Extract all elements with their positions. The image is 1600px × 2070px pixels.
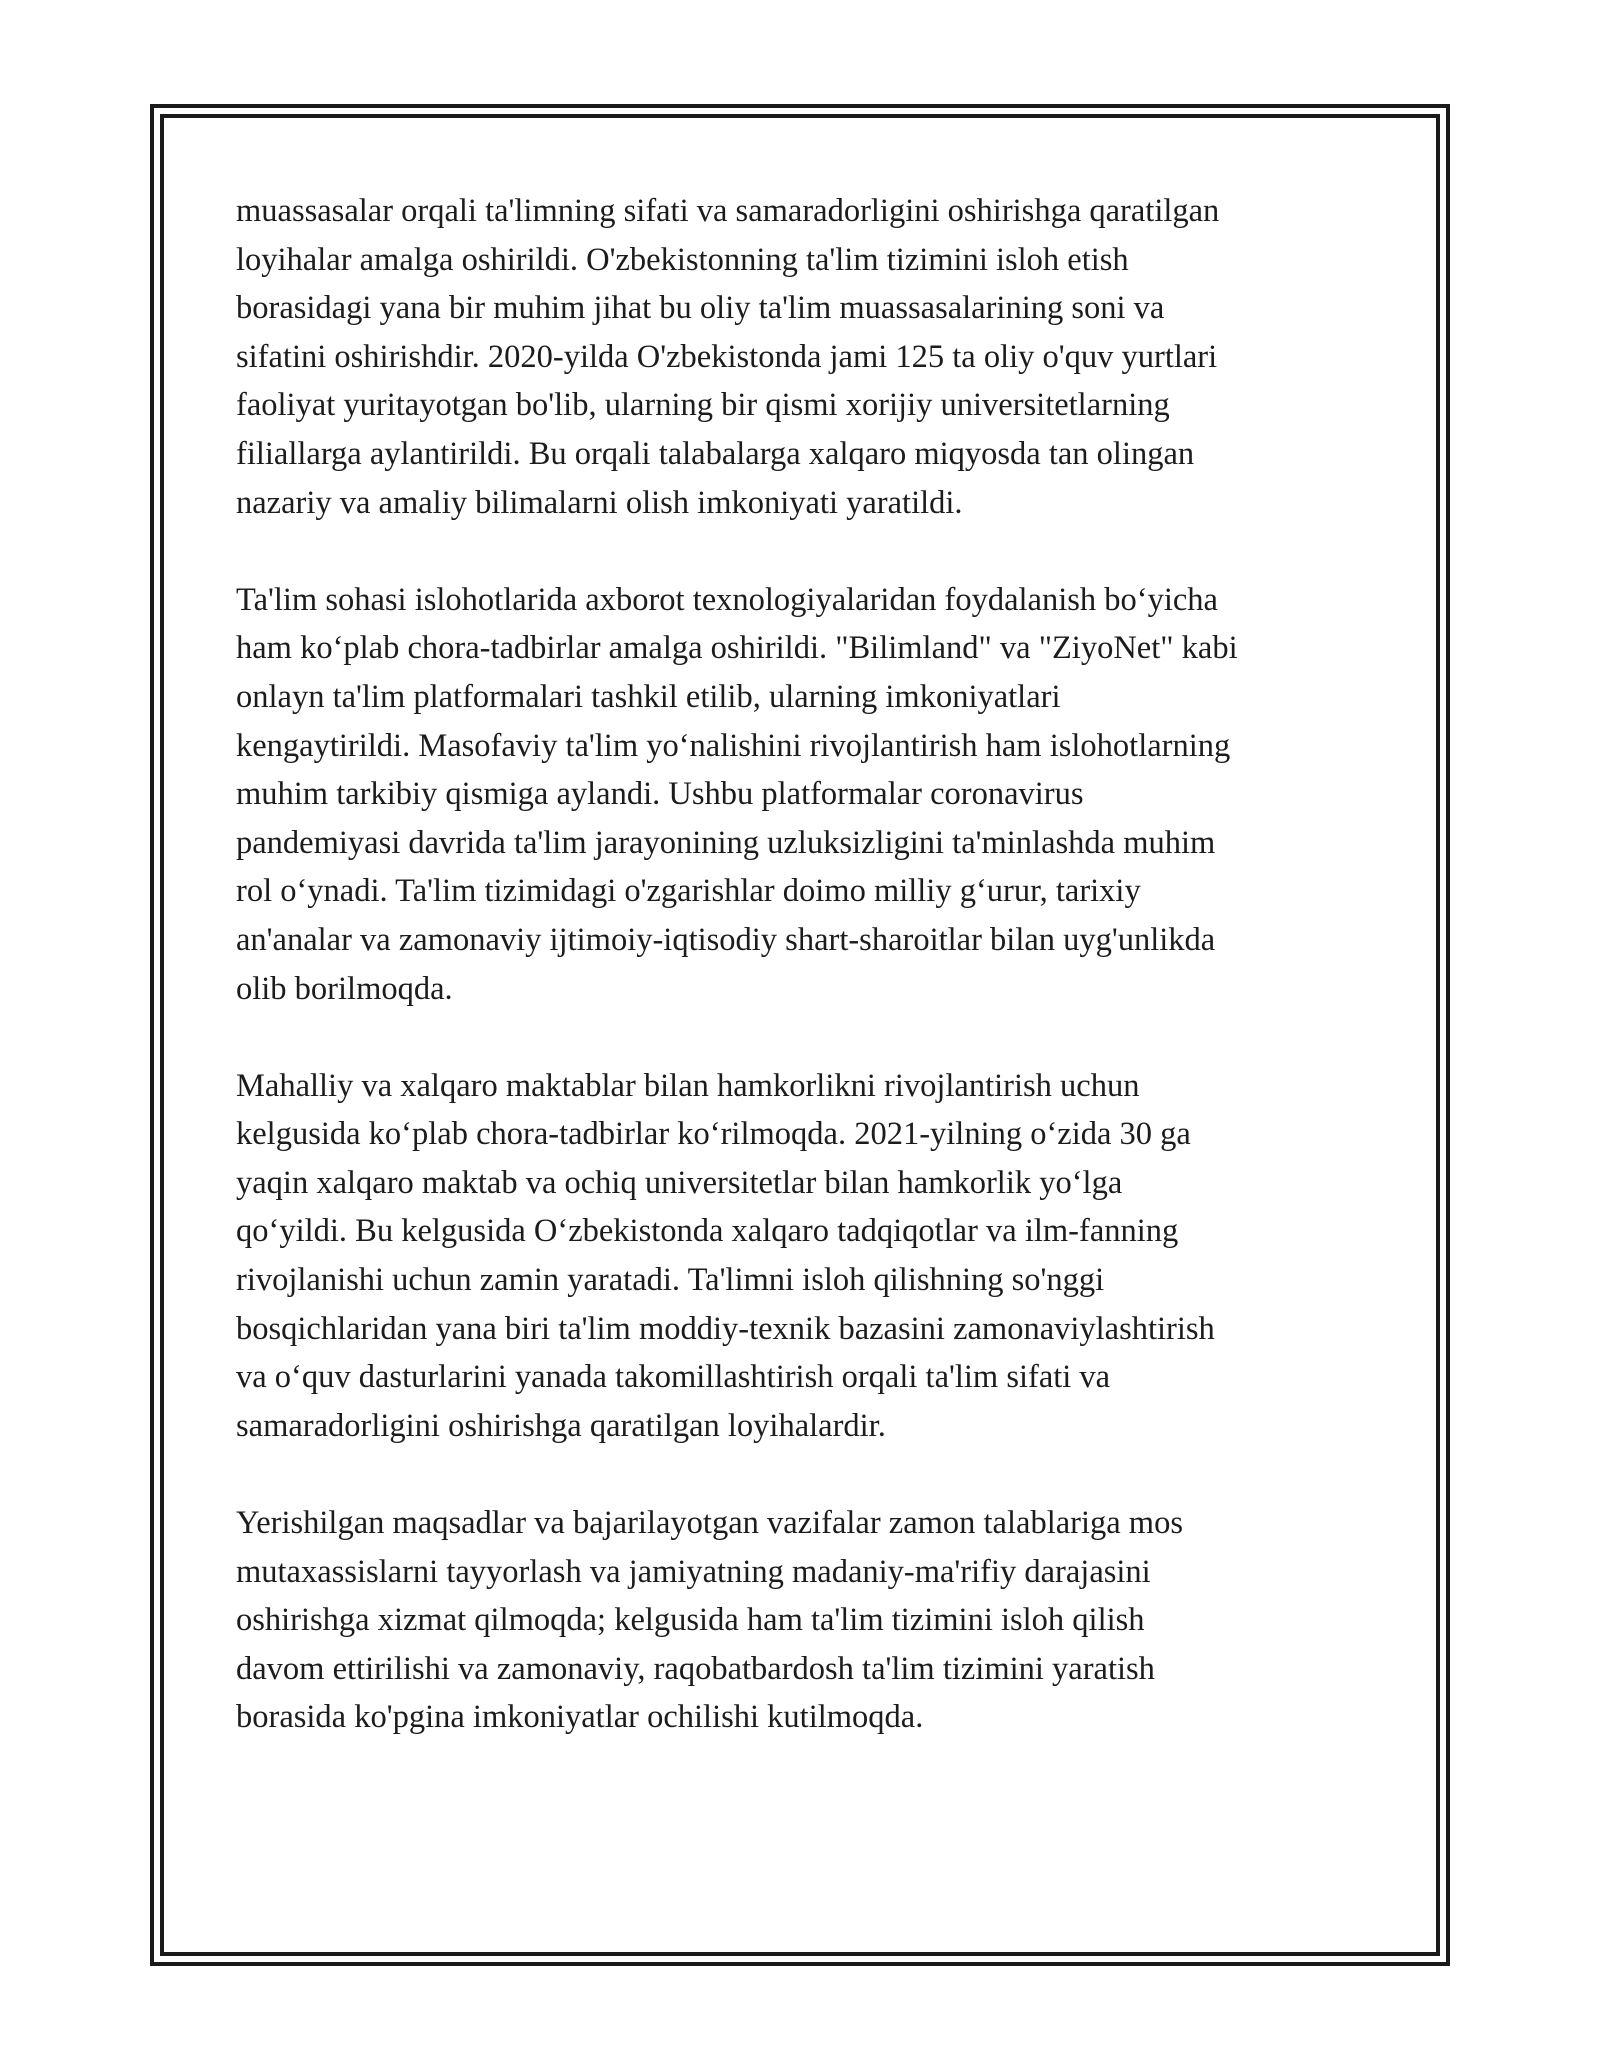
paragraph-4: Yerishilgan maqsadlar va bajarilayotgan vazifalar zamon talablariga mos mutaxassislarni tayyorlash va jamiyatning madaniy-ma'rifiy darajasini oshirishga xizmat qilmoqda; kelgusida ham ta'lim tizimini isloh qilish davom ettirilishi va zamonaviy, raqobatbardosh ta'lim tizimini yaratish borasida ko'pgina imkoniyatlar ochilishi kutilmoqda. (236, 1505, 1183, 1736)
paragraph-3: Mahalliy va xalqaro maktablar bilan hamkorlikni rivojlantirish uchun kelgusida ko‘plab chora-tadbirlar ko‘rilmoqda. 2021-yilning o‘zida 30 ga yaqin xalqaro maktab va ochiq universitetlar bilan hamkorlik yo‘lga qo‘yildi. Bu kelgusida O‘zbekistonda xalqaro tadqiqotlar va ilm-fanning rivojlanishi uchun zamin yaratadi. Ta'limni isloh qilishning so'nggi bosqichlaridan yana biri ta'lim moddiy-texnik bazasini zamonaviylashtirish va o‘quv dasturlarini yanada takomillashtirish orqali ta'lim sifati va samaradorligini oshirishga qaratilgan loyihalardir. (236, 1067, 1215, 1444)
paragraph-1: muassasalar orqali ta'limning sifati va samaradorligini oshirishga qaratilgan loyihalar amalga oshirildi. O'zbekistonning ta'lim tizimini isloh etish borasidagi yana bir muhim jihat bu oliy ta'lim muassasalarining soni va sifatini oshirishdir. 2020-yilda O'zbekistonda jami 125 ta oliy o'quv yurtlari faoliyat yuritayotgan bo'lib, ularning bir qismi xorijiy universitetlarning filiallarga aylantirildi. Bu orqali talabalarga xalqaro miqyosda tan olingan nazariy va amaliy bilimalarni olish imkoniyati yaratildi. (236, 193, 1220, 521)
document-body (236, 187, 1376, 1791)
paragraph-2: Ta'lim sohasi islohotlarida axborot texnologiyalaridan foydalanish bo‘yicha ham ko‘plab chora-tadbirlar amalga oshirildi. "Bilimland" va "ZiyoNet" kabi onlayn ta'lim platformalari tashkil etilib, ularning imkoniyatlari kengaytirildi. Masofaviy ta'lim yo‘nalishini rivojlantirish ham islohotlarning muhim tarkibiy qismiga aylandi. Ushbu platformalar coronavirus pandemiyasi davrida ta'lim jarayonining uzluksizligini ta'minlashda muhim rol o‘ynadi. Ta'lim tizimidagi o'zgarishlar doimo milliy g‘urur, tarixiy an'analar va zamonaviy ijtimoiy-iqtisodiy shart-sharoitlar bilan uyg'unlikda olib borilmoqda. (236, 581, 1238, 1007)
